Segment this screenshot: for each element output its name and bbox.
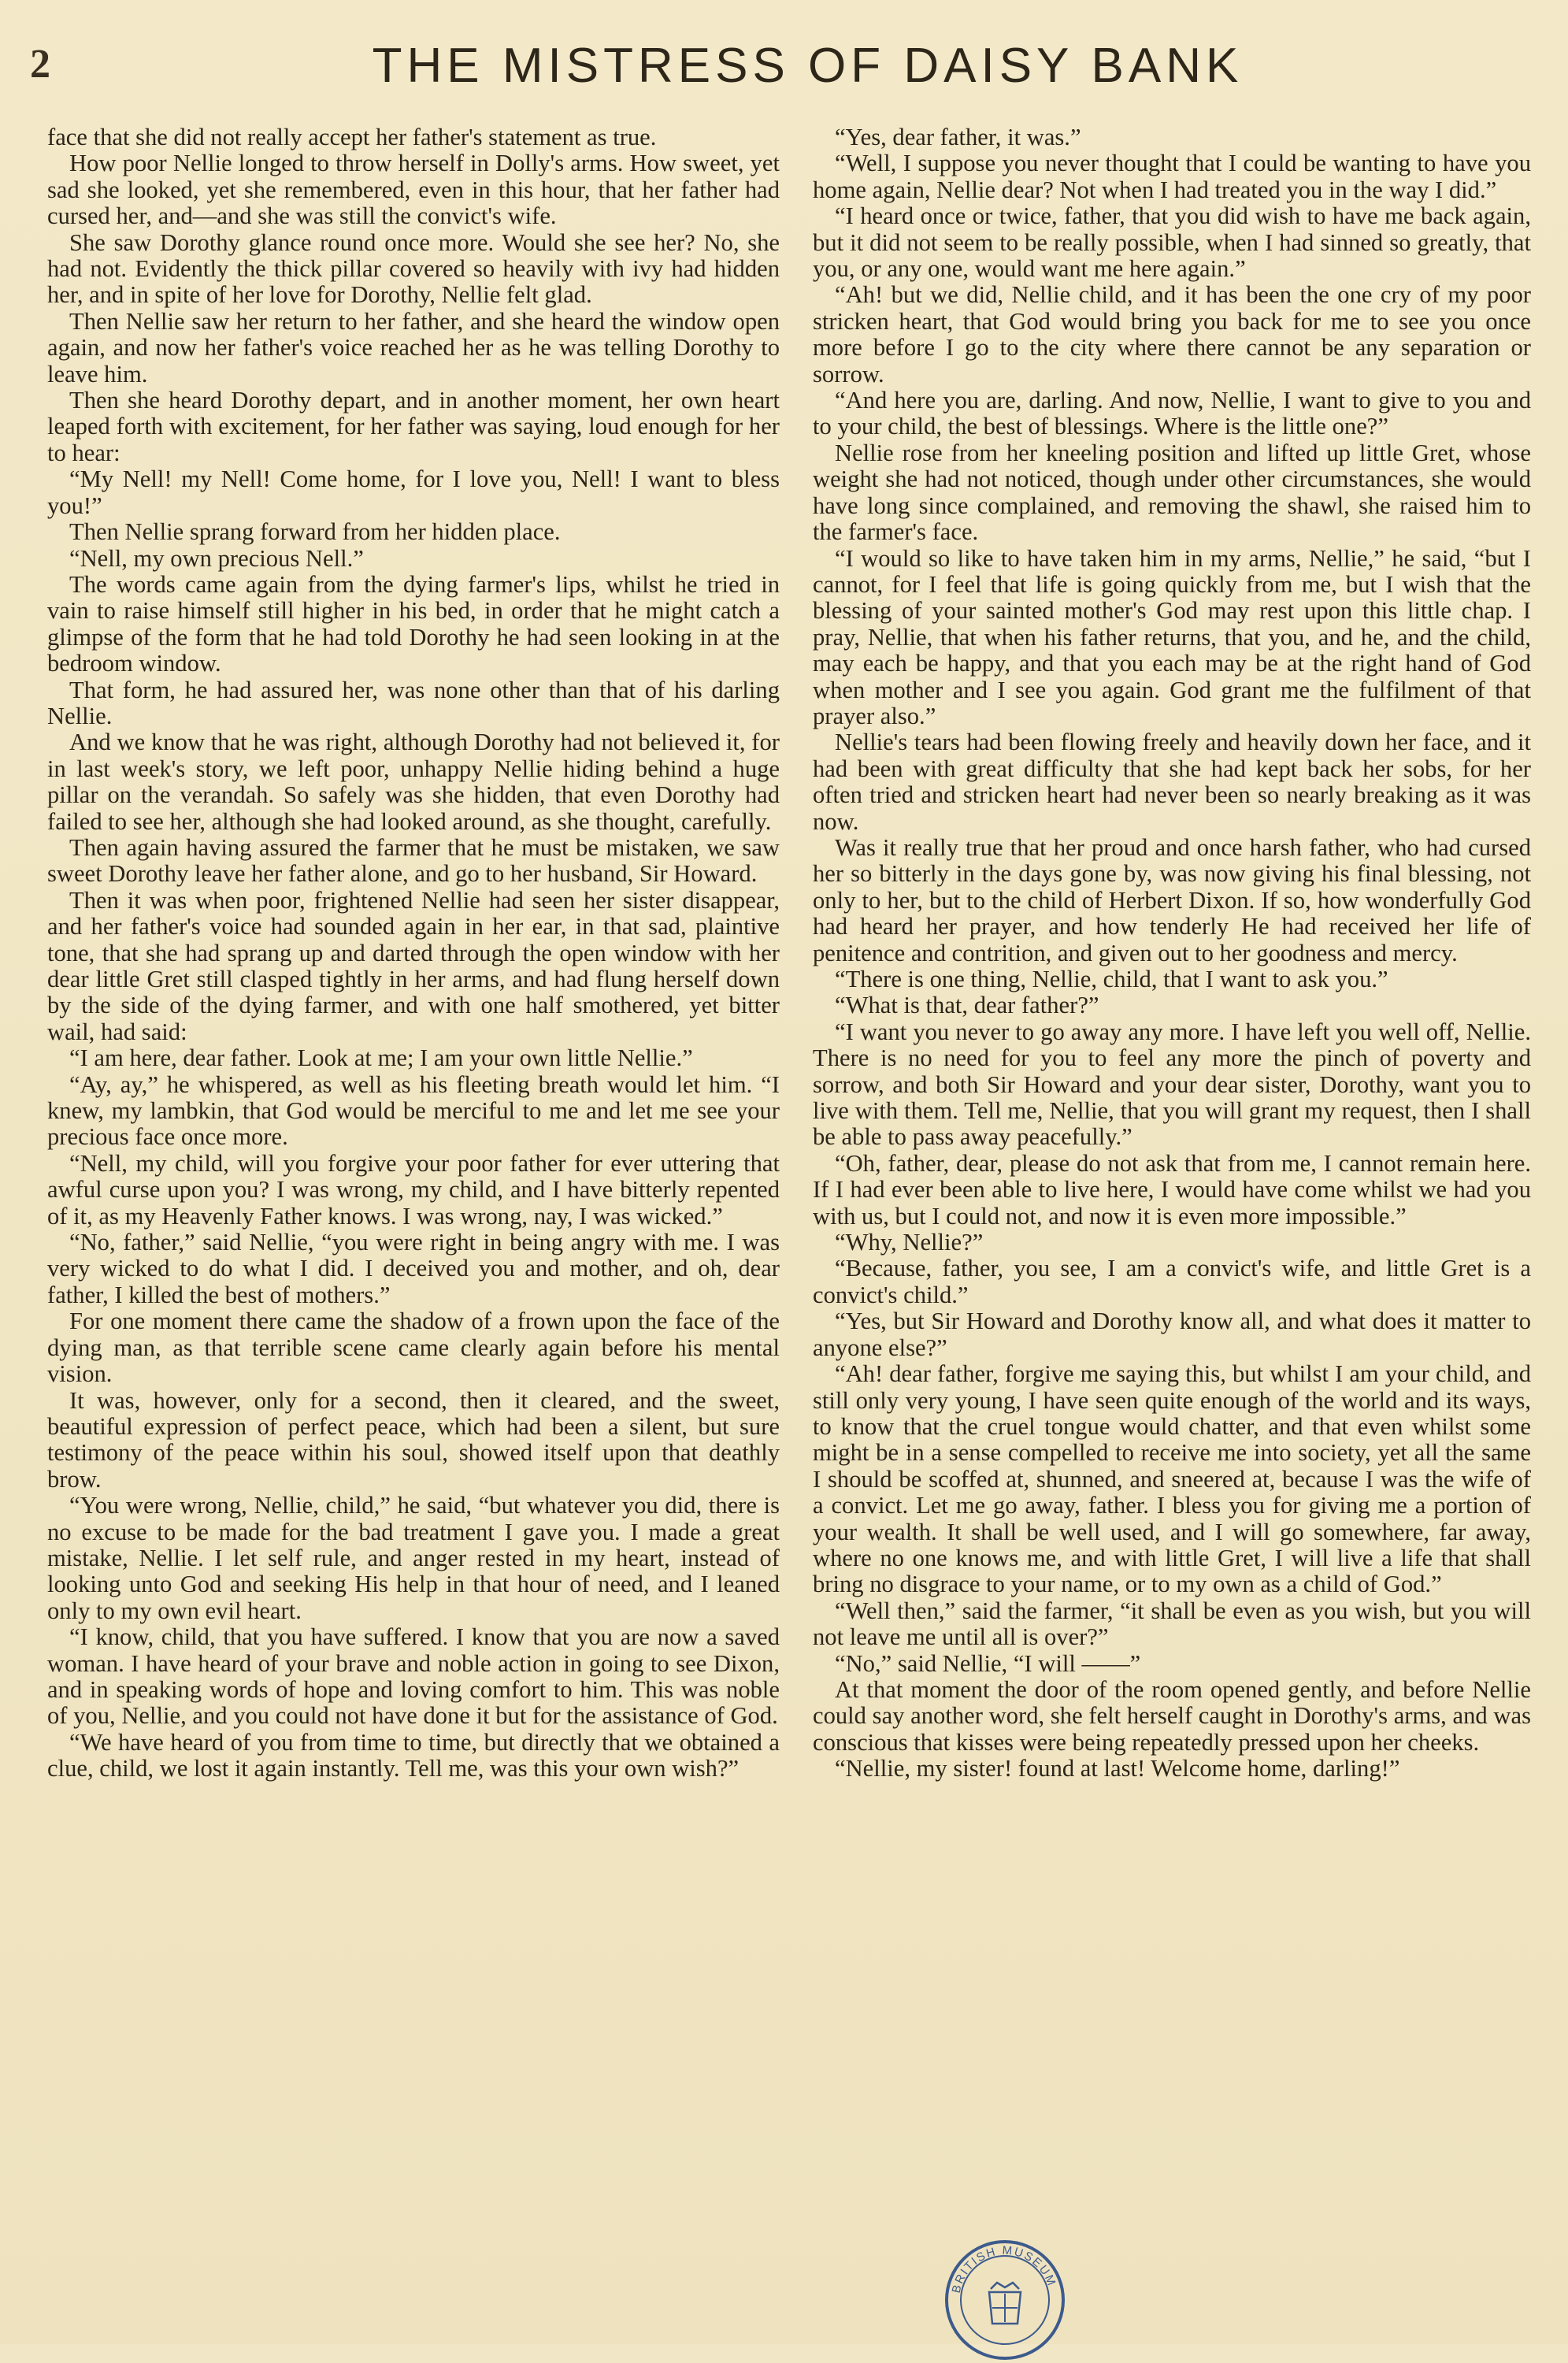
paragraph: “Ay, ay,” he whispered, as well as his fleeting breath would let him. “I knew, my lambkin, that God would be merciful to me and let me see your precious face once more. (47, 1070, 780, 1151)
paragraph: Then it was when poor, frightened Nellie had seen her sister disappear, and her father's voice had sounded again in her ear, in that sad, plaintive tone, that she had sprang up and darted through the open window with her dear little Gret still clasped tightly in her arms, and had flung herself down by the side of the dying farmer, and with one half smothered, yet bitter wail, had said: (47, 886, 780, 1045)
paragraph: Was it really true that her proud and once harsh father, who had cursed her so bitterly in the days gone by, was now giving his final blessing, not only to her, but to the child of Herbert Dixon. If so, how wonderfully God had heard her prayer, and how tenderly He had received her life of penitence and contrition, and given out to her goodness and mercy. (813, 833, 1531, 966)
paragraph: How poor Nellie longed to throw herself in Dolly's arms. How sweet, yet sad she looked, yet she remembered, even in this hour, that her father had cursed her, and—and she was still the convict's wife. (47, 150, 780, 230)
left-column (47, 124, 780, 1782)
paragraph: “Nellie, my sister! found at last! Welcome home, darling!” (835, 1755, 1400, 1782)
paragraph: “No,” said Nellie, “I will ——” (835, 1649, 1141, 1677)
paragraph: That form, he had assured her, was none other than that of his darling Nellie. (47, 676, 780, 729)
paragraph: “I know, child, that you have suffered. I know that you are now a saved woman. I have heard of your brave and noble action in going to see Dixon, and in speaking words of hope and loving comfort to him. This was noble of you, Nellie, and you could not have done it but for the assistance of God. (47, 1623, 780, 1730)
paragraph: “Well then,” said the farmer, “it shall be even as you wish, but you will not leave me until all is over?” (813, 1597, 1531, 1651)
paragraph: “Well, I suppose you never thought that I could be wanting to have you home again, Nellie dear? Not when I had treated you in the way I did.” (813, 150, 1531, 203)
paragraph: “No, father,” said Nellie, “you were right in being angry with me. I was very wicked to do what I did. I deceived you and mother, and oh, dear father, I killed the best of mothers.” (47, 1229, 780, 1308)
paragraph: It was, however, only for a second, then it cleared, and the sweet, beautiful expression of perfect peace, which had been a silent, but sure testimony of the peace within his soul, showed itself upon that deathly brow. (47, 1386, 780, 1493)
paragraph: “You were wrong, Nellie, child,” he said, “but whatever you did, there is no excuse to be made for the bad treatment I gave you. I made a great mistake, Nellie. I let self rule, and anger rested in my heart, instead of looking unto God and seeking His help in that hour of need, and I leaned only to my own evil heart. (47, 1492, 780, 1624)
paragraph: “I am here, dear father. Look at me; I am your own little Nellie.” (69, 1044, 693, 1072)
paragraph: “My Nell! my Nell! Come home, for I love you, Nell! I want to bless you!” (47, 466, 780, 519)
paragraph: Then she heard Dorothy depart, and in another moment, her own heart leaped forth with excitement, for her father was saying, loud enough for her to hear: (47, 387, 780, 466)
paragraph: “What is that, dear father?” (835, 992, 1099, 1019)
paragraph: “Nell, my own precious Nell.” (69, 544, 364, 572)
paragraph: “Ah! but we did, Nellie child, and it has been the one cry of my poor stricken heart, that God would bring you back for me to see you once more before I go to the city where there cannot be any separation or sorrow. (813, 281, 1531, 388)
paragraph: “Why, Nellie?” (835, 1229, 984, 1256)
library-stamp-icon (942, 2237, 1068, 2363)
svg-text:BRITISH MUSEUM: BRITISH MUSEUM (949, 2243, 1059, 2294)
paragraph: “Oh, father, dear, please do not ask that from me, I cannot remain here. If I had ever been able to live here, I would have come whilst we had you with us, but I could not, and now it is even more impossible.” (813, 1149, 1531, 1230)
paragraph: “Nell, my child, will you forgive your poor father for ever uttering that awful curse upon you? I was wrong, my child, and I have bitterly repented of it, as my Heavenly Father knows. I was wrong, nay, I was wicked.” (47, 1149, 780, 1230)
page-number: 2 (30, 42, 50, 87)
paragraph: “We have heard of you from time to time, but directly that we obtained a clue, child, we lost it again instantly. Tell me, was this your own wish?” (47, 1728, 780, 1782)
paragraph: Then Nellie sprang forward from her hidden place. (69, 518, 561, 546)
paragraph: She saw Dorothy glance round once more. Would she see her? No, she had not. Evidently the thick pillar covered so heavily with ivy had hidden her, and in spite of her love for Dorothy, Nellie felt glad. (47, 228, 780, 309)
paragraph: Nellie rose from her kneeling position and lifted up little Gret, whose weight she had not noticed, though under other circumstances, she would have long since complained, and removing the shawl, she raised him to the farmer's face. (813, 439, 1531, 546)
paragraph: “I heard once or twice, father, that you did wish to have me back again, but it did not seem to be really possible, when I had sinned so greatly, that you, or any one, would want me here again.” (813, 202, 1531, 283)
paragraph: “Because, father, you see, I am a convict's wife, and little Gret is a convict's child.” (813, 1255, 1531, 1308)
paragraph: “And here you are, darling. And now, Nellie, I want to give to you and to your child, the best of blessings. Where is the little one?” (813, 387, 1531, 440)
paragraph: The words came again from the dying farmer's lips, whilst he tried in vain to raise himself still higher in his bed, in order that he might catch a glimpse of the form that he had told Dorothy he had seen looking in at the bedroom window. (47, 570, 780, 677)
right-column (813, 124, 1531, 1782)
paragraph: “Yes, but Sir Howard and Dorothy know all, and what does it matter to anyone else?” (813, 1308, 1531, 1361)
paragraph: For one moment there came the shadow of a frown upon the face of the dying man, as that terrible scene came clearly again before his mental vision. (47, 1308, 780, 1388)
paragraph: At that moment the door of the room opened gently, and before Nellie could say another word, she felt herself caught in Dorothy's arms, and was conscious that kisses were being repeatedly pressed upon her cheeks. (813, 1675, 1531, 1756)
paragraph: Then again having assured the farmer that he must be mistaken, we saw sweet Dorothy leave her father alone, and go to her husband, Sir Howard. (47, 833, 780, 888)
paragraph: Nellie's tears had been flowing freely and heavily down her face, and it had been with great difficulty that she had kept back her sobs, for her often tried and stricken heart had never been so nearly breaking as it was now. (813, 729, 1531, 835)
paragraph: “I would so like to have taken him in my arms, Nellie,” he said, “but I cannot, for I feel that life is going quickly from me, but I wish that the blessing of your sainted mother's God may rest upon this little chap. I pray, Nellie, that when his father returns, that you, and he, and the child, may each be happy, and that you each may be at the right hand of God when mother and I see you again. God grant me the fulfilment of that prayer also.” (813, 544, 1531, 729)
paragraph: “Yes, dear father, it was.” (835, 124, 1081, 150)
paragraph: And we know that he was right, although Dorothy had not believed it, for in last week's story, we left poor, unhappy Nellie hiding behind a huge pillar on the verandah. So safely was she hidden, that even Dorothy had failed to see her, although she had looked around, as she thought, carefully. (47, 729, 780, 835)
page-header (0, 38, 1568, 93)
running-title: THE MISTRESS OF DAISY BANK (372, 39, 1244, 93)
paragraph: face that she did not really accept her father's statement as true. (47, 124, 657, 150)
paragraph: Then Nellie saw her return to her father, and she heard the window open again, and now her father's voice reached her as he was telling Dorothy to leave him. (47, 307, 780, 388)
paragraph: “Ah! dear father, forgive me saying this, but whilst I am your child, and still only very young, I have seen quite enough of the world and its ways, to know that the cruel tongue would chatter, and that even whilst some might be in a sense compelled to receive me into society, yet all the same I should be scoffed at, shunned, and sneered at, because I was the wife of a convict. Let me go away, father. I bless you for giving me a portion of your wealth. It shall be well used, and I will go somewhere, far away, where no one knows me, and with little Gret, I will live a life that shall bring no disgrace to your name, or to my own as a child of God.” (813, 1360, 1531, 1598)
paragraph: “I want you never to go away any more. I have left you well off, Nellie. There is no need for you to feel any more the pinch of poverty and sorrow, and both Sir Howard and your dear sister, Dorothy, want you to live with them. Tell me, Nellie, that you will grant my request, then I shall be able to pass away peacefully.” (813, 1018, 1531, 1151)
paragraph: “There is one thing, Nellie, child, that I want to ask you.” (835, 966, 1388, 992)
